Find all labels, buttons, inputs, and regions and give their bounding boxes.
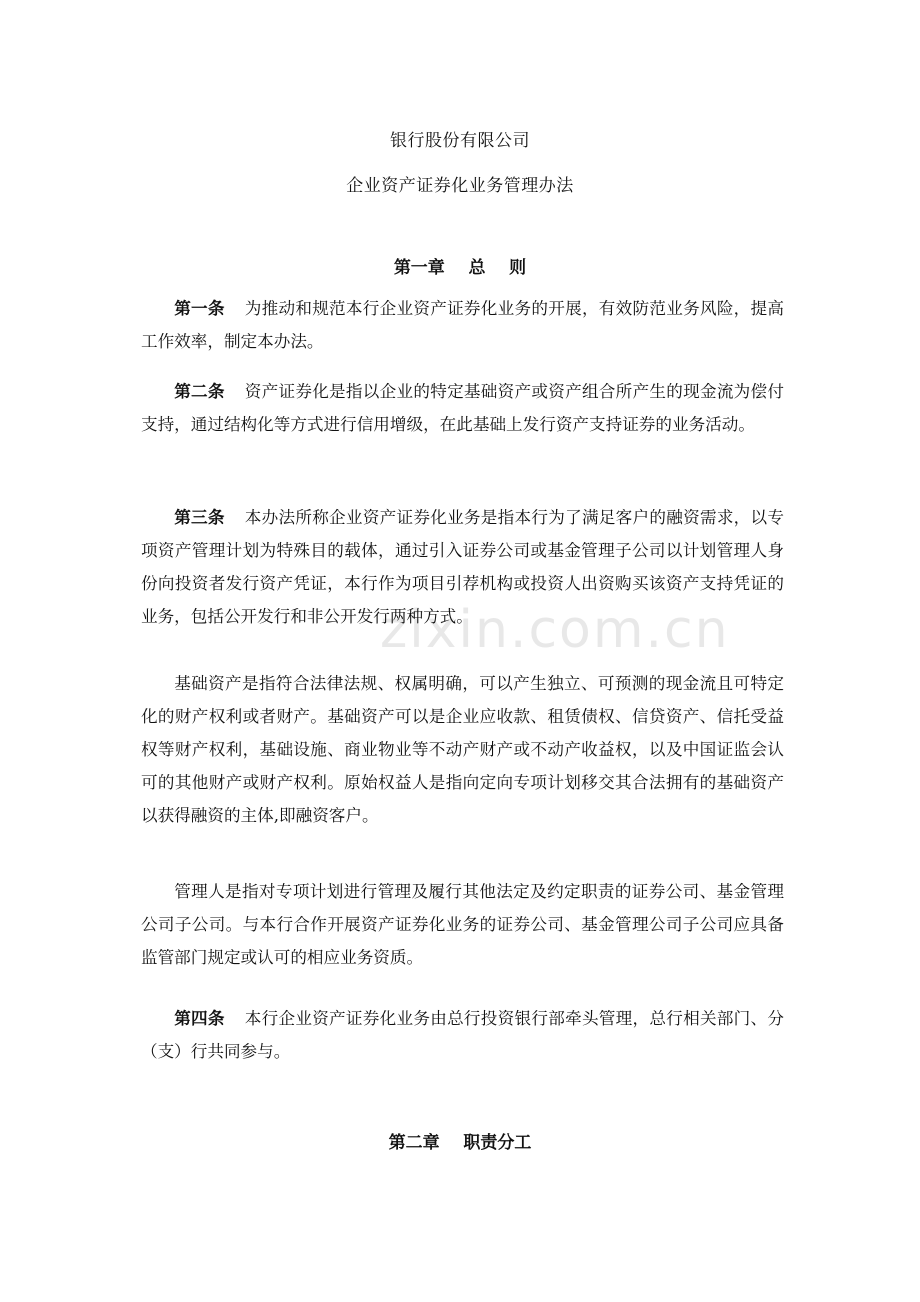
article-label: 第二条 — [174, 382, 225, 401]
paragraph-text: 基础资产是指符合法律法规、权属明确，可以产生独立、可预测的现金流且可特定化的财产权利或者财产。基础资产可以是企业应收款、租赁债权、信贷资产、信托受益权等财产权利，基础设施、商业物业等不动产财产或不动产收益权，以及中国证监会认可的其他财产或财产权利。原始权益人是指向定向专项计划移交其合法拥有的基础资产以获得融资的主体,即融资客户。 — [141, 674, 784, 825]
article-label: 第一条 — [174, 299, 225, 318]
article-1 — [141, 292, 784, 358]
chapter-1-title: 第一章 总 则 — [393, 258, 527, 278]
bank-name: 银行股份有限公司 — [390, 131, 530, 151]
article-label: 第四条 — [174, 1009, 225, 1028]
chapter-2-title: 第二章 职责分工 — [388, 1133, 532, 1153]
article-3 — [141, 501, 784, 633]
article-text: 资产证券化是指以企业的特定基础资产或资产组合所产生的现金流为偿付支持，通过结构化等方式进行信用增级，在此基础上发行资产支持证券的业务活动。 — [141, 382, 784, 434]
article-text: 本办法所称企业资产证券化业务是指本行为了满足客户的融资需求，以专项资产管理计划为特殊目的载体，通过引入证券公司或基金管理子公司以计划管理人身份向投资者发行资产凭证，本行作为项目引荐机构或投资人出资购买该资产支持凭证的业务，包括公开发行和非公开发行两种方式。 — [141, 508, 784, 626]
document-title: 企业资产证券化业务管理办法 — [346, 176, 574, 196]
watermark: zixin.com.cn — [380, 600, 730, 660]
article-4 — [141, 1002, 784, 1068]
article-text: 本行企业资产证券化业务由总行投资银行部牵头管理，总行相关部门、分（支）行共同参与。 — [141, 1009, 784, 1061]
paragraph-basic-assets — [141, 667, 784, 832]
paragraph-manager — [141, 875, 784, 974]
article-text: 为推动和规范本行企业资产证券化业务的开展，有效防范业务风险，提高工作效率，制定本办法。 — [141, 299, 784, 351]
paragraph-text: 管理人是指对专项计划进行管理及履行其他法定及约定职责的证券公司、基金管理公司子公司。与本行合作开展资产证券化业务的证券公司、基金管理公司子公司应具备监管部门规定或认可的相应业务资质。 — [141, 882, 784, 967]
article-label: 第三条 — [174, 508, 225, 527]
article-2 — [141, 375, 784, 441]
